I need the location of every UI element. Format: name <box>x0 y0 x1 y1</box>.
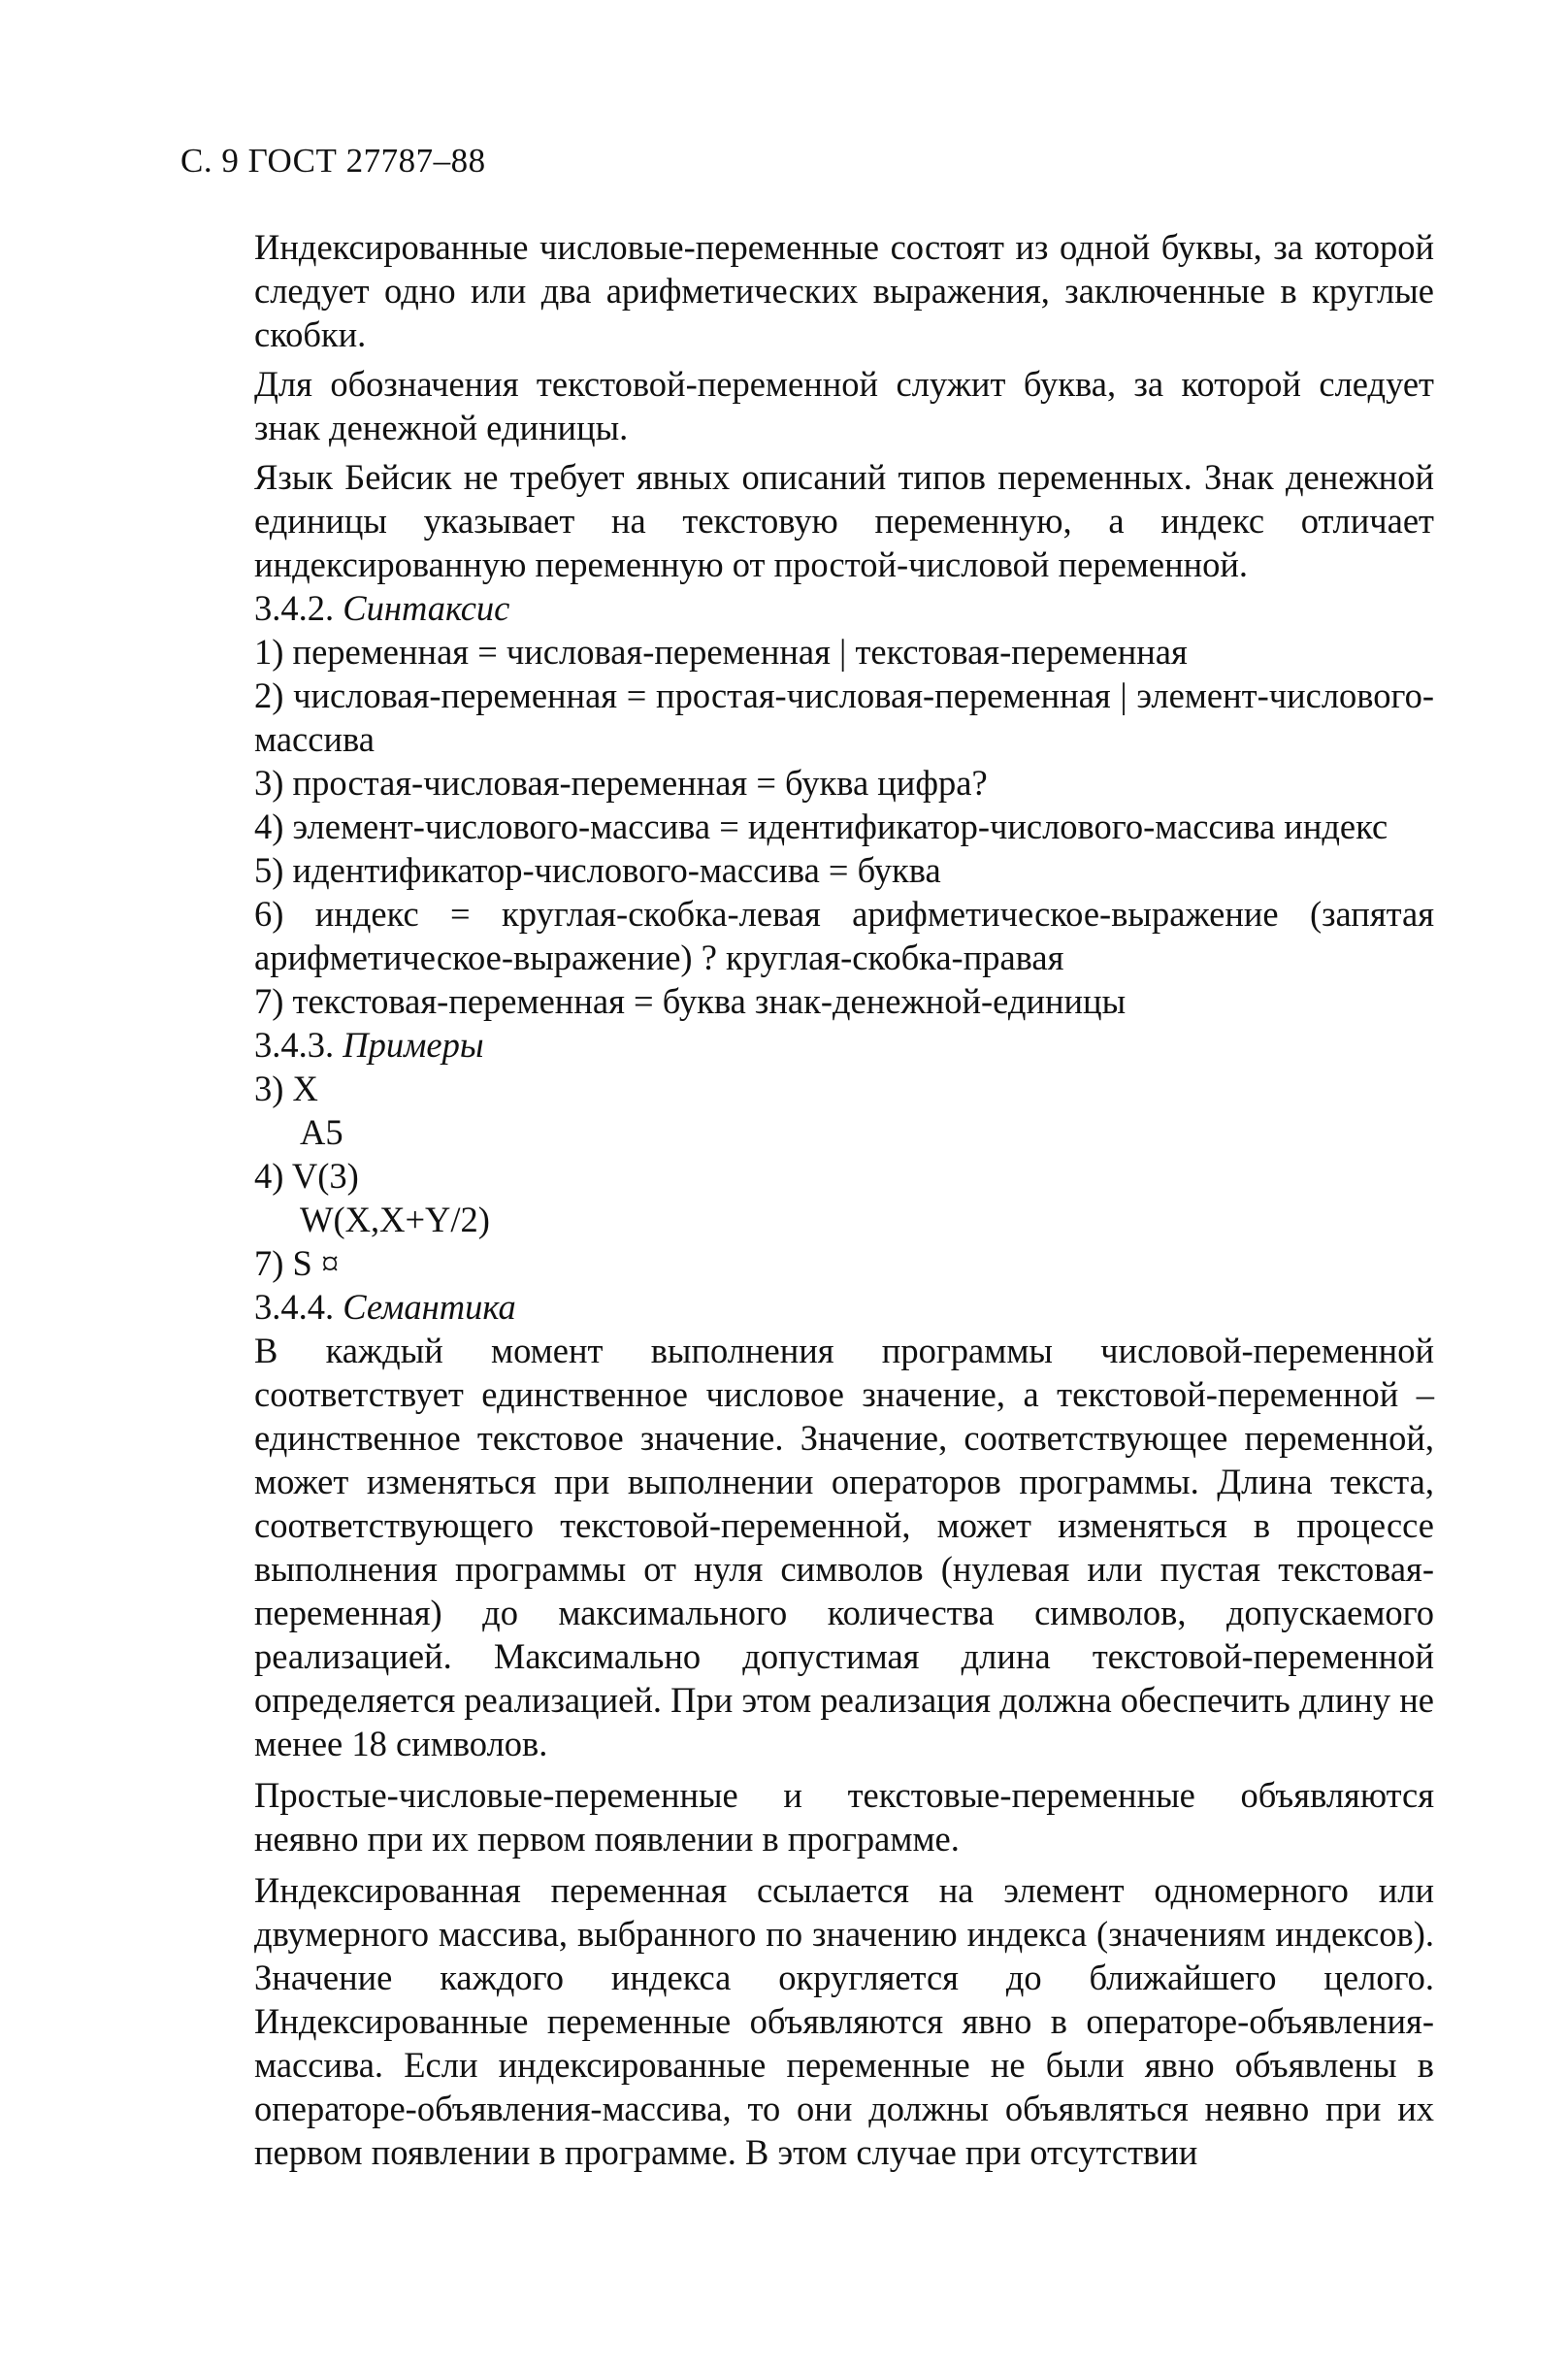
paragraph-semantics-declaration: Простые-числовые-переменные и текстовые-переменные объявляются неявно при их первом появлении в программе. <box>254 1775 1434 1859</box>
syntax-rule: 1) переменная = числовая-переменная | текстовая-переменная <box>254 632 1188 672</box>
section-number: 3.4.4. <box>254 1287 335 1327</box>
syntax-rule: 6) индекс = круглая-скобка-левая арифметическое-выражение (запятая арифметическое-выражение) ? круглая-скобка-правая <box>254 894 1434 977</box>
example-label: 3) X <box>254 1069 318 1108</box>
paragraph-basic-language <box>254 455 1434 586</box>
syntax-rule: 7) текстовая-переменная = буква знак-денежной-единицы <box>254 981 1127 1021</box>
paragraph-semantics-values: В каждый момент выполнения программы числовой-переменной соответствует единственное числовое значение, а текстовой-переменной – единственное текстовое значение. Значение, соответствующее переменной, может изменяться при выполнении операторов программы. Длина текста, соответствующего текстовой-переменной, может изменяться в процессе выполнения программы от нуля символов (нулевая или пустая текстовая-переменная) до максимального количества символов, допускаемого реализацией. Максимально допустимая длина текстовой-переменной определяется реализацией. При этом реализация должна обеспечить длину не менее 18 символов. <box>254 1331 1434 1763</box>
paragraph-text-variable <box>254 362 1434 449</box>
paragraph-indexed-variables <box>254 225 1434 356</box>
syntax-rule: 4) элемент-числового-массива = идентификатор-числового-массива индекс <box>254 806 1388 846</box>
section-title: Примеры <box>343 1025 484 1065</box>
example-label: 4) V(3) <box>254 1156 359 1196</box>
section-number: 3.4.3. <box>254 1025 335 1065</box>
document-body <box>254 225 1434 2174</box>
example-item <box>254 1241 1434 1285</box>
paragraph-text: Индексированные числовые-переменные состоят из одной буквы, за которой следует одно или два арифметических выражения, заключенные в круглые скобки. <box>254 227 1434 354</box>
example-item <box>254 1154 1434 1241</box>
example-extra: W(X,X+Y/2) <box>300 1200 490 1239</box>
syntax-rule: 5) идентификатор-числового-массива = буква <box>254 850 941 890</box>
section-heading-syntax <box>254 586 1434 630</box>
section-number: 3.4.2. <box>254 588 335 628</box>
section-title: Семантика <box>343 1287 516 1327</box>
paragraph-text: Для обозначения текстовой-переменной служит буква, за которой следует знак денежной единицы. <box>254 364 1434 447</box>
example-label: 7) S ¤ <box>254 1243 340 1283</box>
example-extra: A5 <box>300 1112 343 1152</box>
section-heading-examples <box>254 1023 1434 1067</box>
example-item <box>254 1067 1434 1154</box>
syntax-rule: 2) числовая-переменная = простая-числовая-переменная | элемент-числового-массива <box>254 675 1434 759</box>
page-header: С. 9 ГОСТ 27787–88 <box>180 142 486 180</box>
section-title: Синтаксис <box>343 588 510 628</box>
section-heading-semantics <box>254 1285 1434 1329</box>
paragraph-semantics-indexed: Индексированная переменная ссылается на элемент одномерного или двумерного массива, выбранного по значению индекса (значениям индексов). Значение каждого индекса округляется до ближайшего целого. Индексированные переменные объявляются явно в операторе-объявления-массива. Если индексированные переменные не были явно объявлены в операторе-объявления-массива, то они должны объявляться неявно при их первом появлении в программе. В этом случае при отсутствии <box>254 1870 1434 2172</box>
paragraph-text: Язык Бейсик не требует явных описаний типов переменных. Знак денежной единицы указывает на текстовую переменную, а индекс отличает индексированную переменную от простой-числовой переменной. <box>254 457 1434 584</box>
syntax-rule: 3) простая-числовая-переменная = буква цифра? <box>254 763 988 803</box>
